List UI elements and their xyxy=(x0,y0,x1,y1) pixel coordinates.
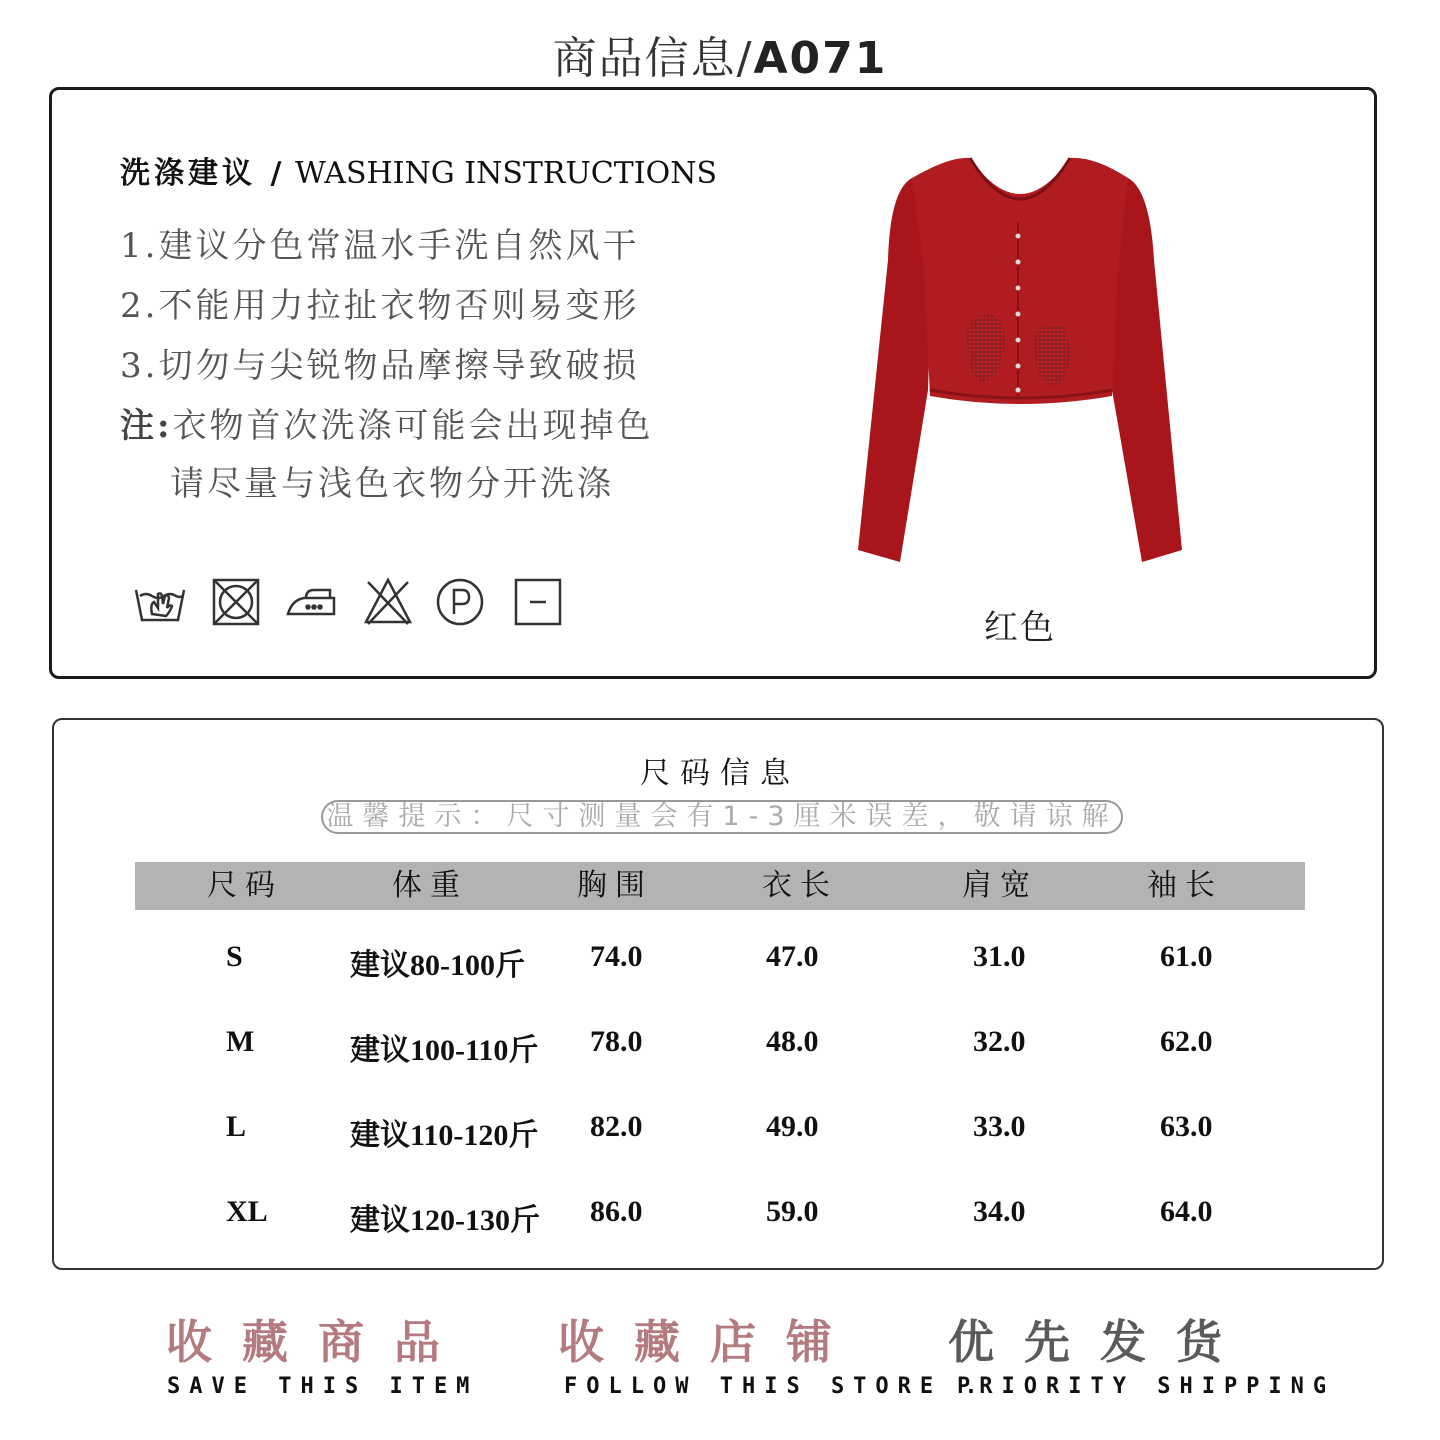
hand-wash-icon xyxy=(132,574,188,630)
size-table-header xyxy=(135,862,1305,910)
column-header-size: 尺码 xyxy=(207,868,283,903)
cell-bust: 82.0 xyxy=(590,1110,643,1143)
color-label: 红色 xyxy=(984,608,1056,648)
column-header-sleeve: 袖长 xyxy=(1147,868,1223,903)
dry-flat-icon xyxy=(510,574,566,630)
table-row xyxy=(0,940,1440,980)
cell-size: M xyxy=(226,1025,255,1058)
table-row xyxy=(0,1025,1440,1065)
cell-bust: 78.0 xyxy=(590,1025,643,1058)
cell-shoulder: 31.0 xyxy=(973,940,1026,973)
cell-size: XL xyxy=(226,1195,268,1228)
washing-note xyxy=(120,398,654,447)
cell-sleeve: 64.0 xyxy=(1160,1195,1213,1228)
priority-shipping-caption: PRIORITY SHIPPING xyxy=(957,1374,1336,1399)
iron-low-icon xyxy=(284,574,340,630)
follow-store-caption: FOLLOW THIS STORE . xyxy=(564,1374,987,1399)
priority-shipping-label: 优先发货 xyxy=(948,1315,1252,1369)
size-title: 尺码信息 xyxy=(640,756,800,791)
washing-heading xyxy=(120,148,717,192)
size-tip: 温馨提示：尺寸测量会有1-3厘米误差，敬请谅解 xyxy=(321,800,1123,834)
save-item-button[interactable]: 收藏商品 xyxy=(166,1315,470,1369)
column-header-length: 衣长 xyxy=(762,868,838,903)
cell-length: 49.0 xyxy=(766,1110,819,1143)
washing-line-3: 3.切勿与尖锐物品摩擦导致破损 xyxy=(120,346,640,386)
save-item-caption: SAVE THIS ITEM xyxy=(167,1374,479,1399)
table-row xyxy=(0,1110,1440,1150)
cell-bust: 86.0 xyxy=(590,1195,643,1228)
washing-note-label: 注: xyxy=(120,406,173,446)
do-not-tumble-dry-icon xyxy=(208,574,264,630)
column-header-shoulder: 肩宽 xyxy=(962,868,1038,903)
cell-weight: 建议110-120斤 xyxy=(350,1119,539,1152)
washing-line-1: 1.建议分色常温水手洗自然风干 xyxy=(120,226,640,266)
cell-weight: 建议100-110斤 xyxy=(350,1034,539,1067)
professional-dry-clean-p-icon xyxy=(432,574,488,630)
cell-sleeve: 62.0 xyxy=(1160,1025,1213,1058)
table-row xyxy=(0,1195,1440,1235)
cell-sleeve: 63.0 xyxy=(1160,1110,1213,1143)
cell-sleeve: 61.0 xyxy=(1160,940,1213,973)
product-code: A071 xyxy=(753,33,888,84)
cell-length: 47.0 xyxy=(766,940,819,973)
washing-note-line1: 衣物首次洗涤可能会出现掉色 xyxy=(172,406,654,446)
column-header-bust: 胸围 xyxy=(577,868,653,903)
cell-size: L xyxy=(226,1110,247,1143)
cell-shoulder: 32.0 xyxy=(973,1025,1026,1058)
page-title-label: 商品信息/ xyxy=(552,33,754,84)
washing-note-line2: 请尽量与浅色衣物分开洗涤 xyxy=(170,464,614,504)
cell-shoulder: 33.0 xyxy=(973,1110,1026,1143)
washing-heading-zh: 洗涤建议 / xyxy=(120,156,286,191)
washing-line-2: 2.不能用力拉扯衣物否则易变形 xyxy=(120,286,640,326)
cell-length: 59.0 xyxy=(766,1195,819,1228)
page-title xyxy=(0,22,1440,86)
follow-store-button[interactable]: 收藏店铺 xyxy=(558,1315,862,1369)
cell-weight: 建议120-130斤 xyxy=(350,1204,540,1237)
column-header-weight: 体重 xyxy=(392,868,468,903)
cell-bust: 74.0 xyxy=(590,940,643,973)
washing-heading-en: WASHING INSTRUCTIONS xyxy=(285,156,718,191)
do-not-bleach-icon xyxy=(360,574,416,630)
cell-length: 48.0 xyxy=(766,1025,819,1058)
cell-weight: 建议80-100斤 xyxy=(350,949,525,982)
product-image xyxy=(850,150,1190,570)
cell-size: S xyxy=(226,940,243,973)
cell-shoulder: 34.0 xyxy=(973,1195,1026,1228)
